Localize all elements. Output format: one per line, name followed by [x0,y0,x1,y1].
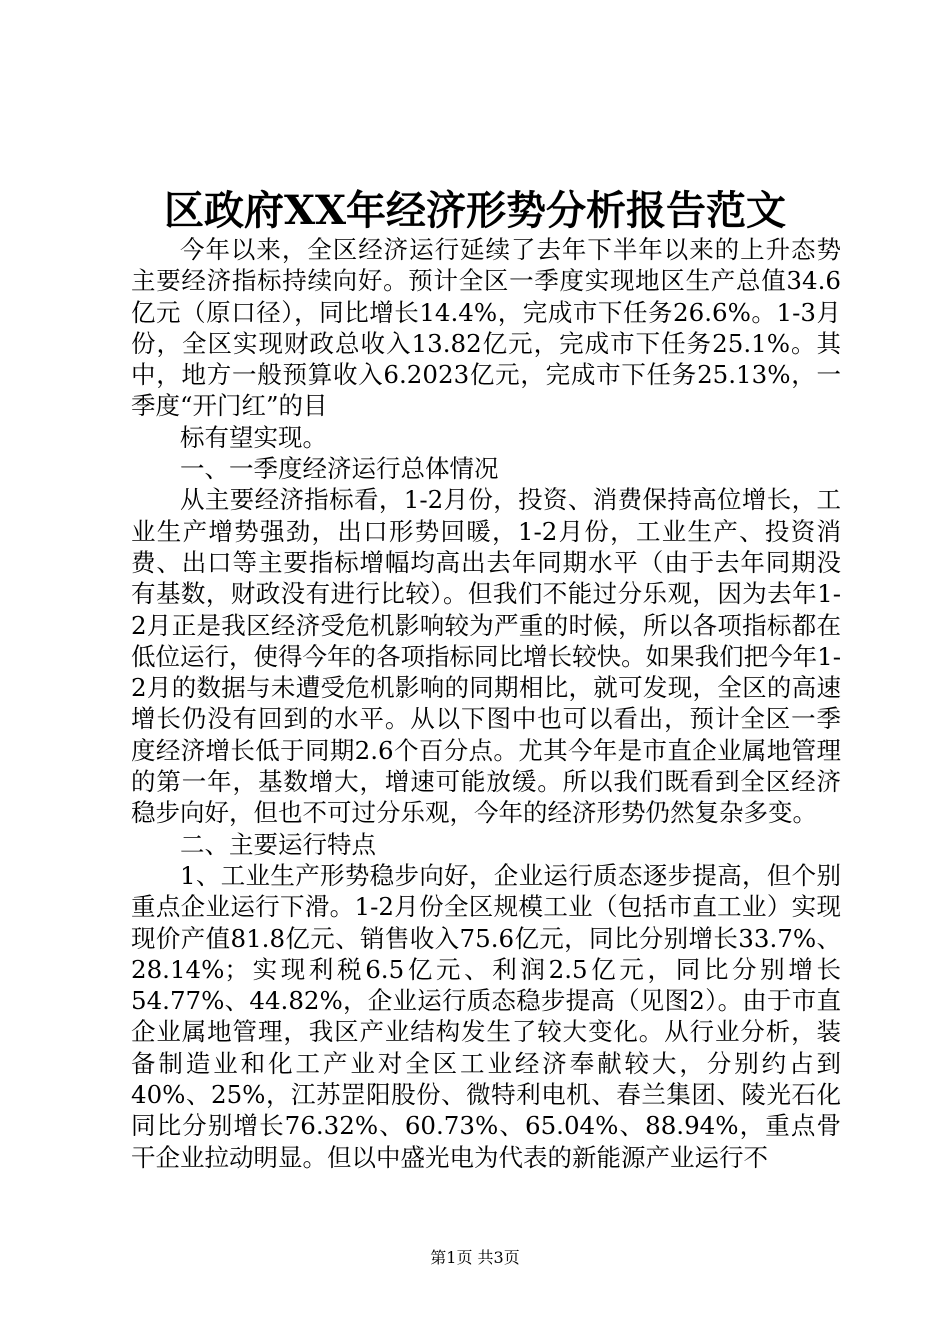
section-heading-features: 二、主要运行特点 [180,829,376,859]
paragraph-intro-continued: 标有望实现。 [180,422,327,452]
paragraph-intro: 今年以来，全区经济运行延续了去年下半年以来的上升态势主要经济指标持续向好。预计全区一季度实现地区生产总值34.6亿元（原口径），同比增长14.4%，完成市下任务26.6%。1-3月份，全区实现财政总收入13.82亿元，完成市下任务25.1%。其中，地方一般预算收入6.2023亿元，完成市下任务25.13%，一季度“开门红”的目 [131,235,841,421]
document-title: 区政府XX年经济形势分析报告范文 [163,187,787,234]
paragraph-overview: 从主要经济指标看，1-2月份，投资、消费保持高位增长，工业生产增势强劲，出口形势回暖，1-2月份，工业生产、投资消费、出口等主要指标增幅均高出去年同期水平（由于去年同期没有基数，财政没有进行比较）。但我们不能过分乐观，因为去年1-2月正是我区经济受危机影响较为严重的时候，所以各项指标都在低位运行，使得今年的各项指标同比增长较快。如果我们把今年1-2月的数据与未遭受危机影响的同期相比，就可发现，全区的高速增长仍没有回到的水平。从以下图中也可以看出，预计全区一季度经济增长低于同期2.6个百分点。尤其今年是市直企业属地管理的第一年，基数增大，增速可能放缓。所以我们既看到全区经济稳步向好，但也不可过分乐观，今年的经济形势仍然复杂多变。 [131,485,841,828]
document-body [131,234,841,1173]
page-footer: 第1页 共3页 [430,1248,520,1267]
section-heading-overview: 一、一季度经济运行总体情况 [180,454,499,484]
paragraph-industry: 1、工业生产形势稳步向好，企业运行质态逐步提高，但个别重点企业运行下滑。1-2月份全区规模工业（包括市直工业）实现现价产值81.8亿元、销售收入75.6亿元，同比分别增长33.7%、28.14%；实现利税6.5亿元、利润2.5亿元，同比分别增长54.77%、44.82%，企业运行质态稳步提高（见图2）。由于市直企业属地管理，我区产业结构发生了较大变化。从行业分析，装备制造业和化工产业对全区工业经济奉献较大，分别约占到40%、25%，江苏罡阳股份、微特利电机、春兰集团、陵光石化同比分别增长76.32%、60.73%、65.04%、88.94%，重点骨干企业拉动明显。但以中盛光电为代表的新能源产业运行不 [131,860,841,1172]
